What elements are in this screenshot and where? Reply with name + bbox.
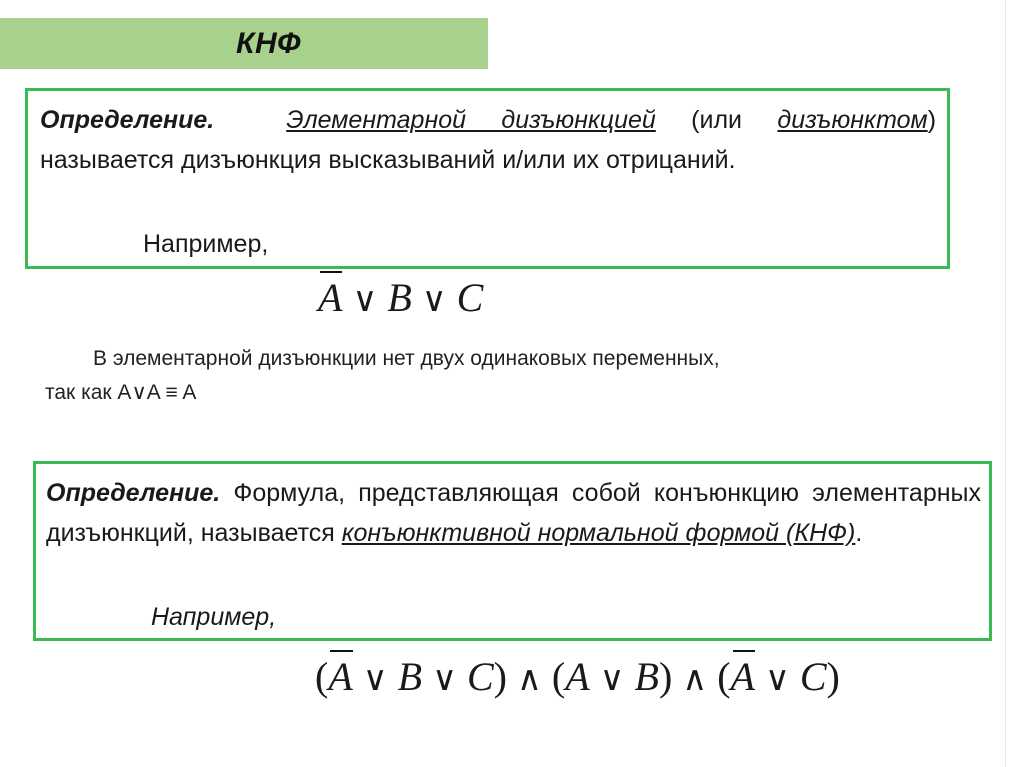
var-a-negated: A	[318, 275, 343, 320]
or-symbol: ∨	[421, 282, 447, 319]
note-line-2: так как A∨A ≡ A	[45, 381, 197, 404]
or-symbol: ∨	[764, 661, 790, 698]
var-a-negated: A	[328, 654, 353, 699]
close-paren: )	[826, 654, 840, 699]
or-symbol: ∨	[432, 661, 457, 698]
slide-title: КНФ	[236, 27, 302, 60]
formula-elementary-disjunction	[318, 274, 483, 321]
open-paren: (	[551, 654, 566, 699]
var-a: A	[565, 654, 590, 699]
term-disjunct: дизъюнктом	[777, 106, 928, 134]
var-a-negated: A	[730, 654, 755, 699]
definition-box-cnf	[33, 461, 992, 641]
term-cnf: конъюнктивной нормальной формой (КНФ)	[341, 519, 856, 547]
var-b: B	[634, 654, 659, 699]
formula-cnf-example	[315, 653, 840, 700]
close-paren: )	[493, 654, 507, 699]
or-symbol: ∨	[599, 661, 625, 698]
var-b: B	[397, 654, 423, 699]
var-c: C	[466, 654, 494, 699]
and-symbol: ∧	[517, 661, 542, 698]
definition-text	[40, 100, 936, 180]
or-symbol: ∨	[362, 661, 388, 698]
example-label: Например,	[143, 230, 269, 258]
term-elementary-disjunction: Элементарной дизъюнкцией	[286, 106, 656, 134]
definition-body: Формула, представляющая собой конъюнкцию элементарных дизъюнкций, называется	[46, 479, 981, 547]
open-paren: (	[717, 654, 731, 699]
definition-label: Определение.	[40, 106, 215, 134]
var-c: C	[456, 275, 484, 320]
open-paren: (	[315, 654, 329, 699]
definition-rest: ) называется дизъюнкция высказываний и/или их отрицаний.	[40, 106, 937, 174]
note-paragraph	[45, 342, 933, 410]
definition-end: .	[855, 519, 863, 547]
definition-label: Определение.	[46, 479, 221, 507]
var-c: C	[799, 654, 827, 699]
definition-text	[46, 473, 981, 553]
note-line-1: В элементарной дизъюнкции нет двух одинаковых переменных,	[93, 347, 720, 370]
var-b: B	[387, 275, 412, 320]
or-symbol: ∨	[352, 282, 378, 319]
example-label: Например,	[151, 603, 277, 631]
text-or: (или	[655, 106, 778, 134]
definition-box-disjunct	[25, 88, 950, 269]
and-symbol: ∧	[682, 661, 708, 698]
close-paren: )	[658, 654, 673, 699]
